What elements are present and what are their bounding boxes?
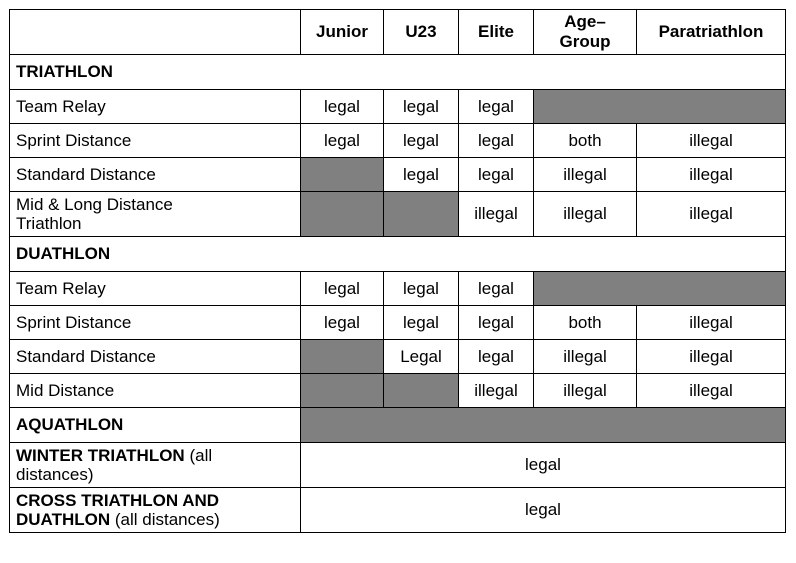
row-label-cross-triathlon [10,488,301,533]
cell-age-group: both [534,306,637,340]
cell-u23: Legal [384,340,459,374]
table-row [10,306,786,340]
cell-not-applicable [534,272,786,306]
row-label: Mid Distance [10,374,301,408]
row-label: Mid & Long Distance Triathlon [10,192,301,237]
row-label: Sprint Distance [10,124,301,158]
section-title-duathlon: DUATHLON [10,237,786,272]
cell-junior: legal [301,306,384,340]
table-row [10,340,786,374]
table-row-winter-triathlon [10,443,786,488]
cross-note: (all distances) [114,510,220,529]
table-row-cross-triathlon [10,488,786,533]
row-label: Sprint Distance [10,306,301,340]
header-corner [10,10,301,55]
table-row [10,90,786,124]
cell-elite: legal [459,272,534,306]
cell-u23: legal [384,124,459,158]
cell-junior: legal [301,90,384,124]
section-row-aquathlon [10,408,786,443]
cell-not-applicable [534,90,786,124]
cell-paratriathlon: illegal [637,124,786,158]
cell-elite: legal [459,124,534,158]
cell-age-group: both [534,124,637,158]
col-header-elite: Elite [459,10,534,55]
cell-u23: legal [384,158,459,192]
cell-elite: legal [459,340,534,374]
section-title-triathlon: TRIATHLON [10,55,786,90]
cell-elite: legal [459,158,534,192]
cell-not-applicable [384,192,459,237]
cell-age-group: illegal [534,340,637,374]
table-row [10,374,786,408]
table-row [10,272,786,306]
table-row [10,124,786,158]
row-label: Standard Distance [10,340,301,374]
cell-age-group: illegal [534,192,637,237]
cell-not-applicable [301,192,384,237]
cell-not-applicable [301,158,384,192]
header-row [10,10,786,55]
cross-title: CROSS TRIATHLON AND DUATHLON [16,491,220,529]
col-header-junior: Junior [301,10,384,55]
table-row [10,192,786,237]
cell-paratriathlon: illegal [637,374,786,408]
cell-elite: legal [459,306,534,340]
cell-not-applicable [301,408,786,443]
row-label-winter-triathlon [10,443,301,488]
cell-paratriathlon: illegal [637,192,786,237]
cell-u23: legal [384,90,459,124]
cell-not-applicable [384,374,459,408]
cell-age-group: illegal [534,158,637,192]
row-label: Team Relay [10,90,301,124]
col-header-paratriathlon: Paratriathlon [637,10,786,55]
cell-u23: legal [384,306,459,340]
cell-age-group: illegal [534,374,637,408]
table-row [10,158,786,192]
section-title-aquathlon: AQUATHLON [10,408,301,443]
cell-paratriathlon: illegal [637,306,786,340]
cell-elite: illegal [459,374,534,408]
row-label: Team Relay [10,272,301,306]
rules-table [9,9,786,533]
cell-not-applicable [301,374,384,408]
cell-paratriathlon: illegal [637,158,786,192]
cell-junior: legal [301,272,384,306]
cell-junior: legal [301,124,384,158]
cell-elite: illegal [459,192,534,237]
section-row-triathlon [10,55,786,90]
cell-paratriathlon: illegal [637,340,786,374]
winter-note: (all distances) [16,446,213,484]
col-header-u23: U23 [384,10,459,55]
cell-cross-all: legal [301,488,786,533]
cell-not-applicable [301,340,384,374]
winter-title: WINTER TRIATHLON [16,446,185,465]
age-group-line2: Group [559,32,611,51]
row-label: Standard Distance [10,158,301,192]
section-row-duathlon [10,237,786,272]
cell-winter-all: legal [301,443,786,488]
cell-elite: legal [459,90,534,124]
col-header-age-group [534,10,637,55]
cell-u23: legal [384,272,459,306]
age-group-line1: Age– [564,12,606,31]
